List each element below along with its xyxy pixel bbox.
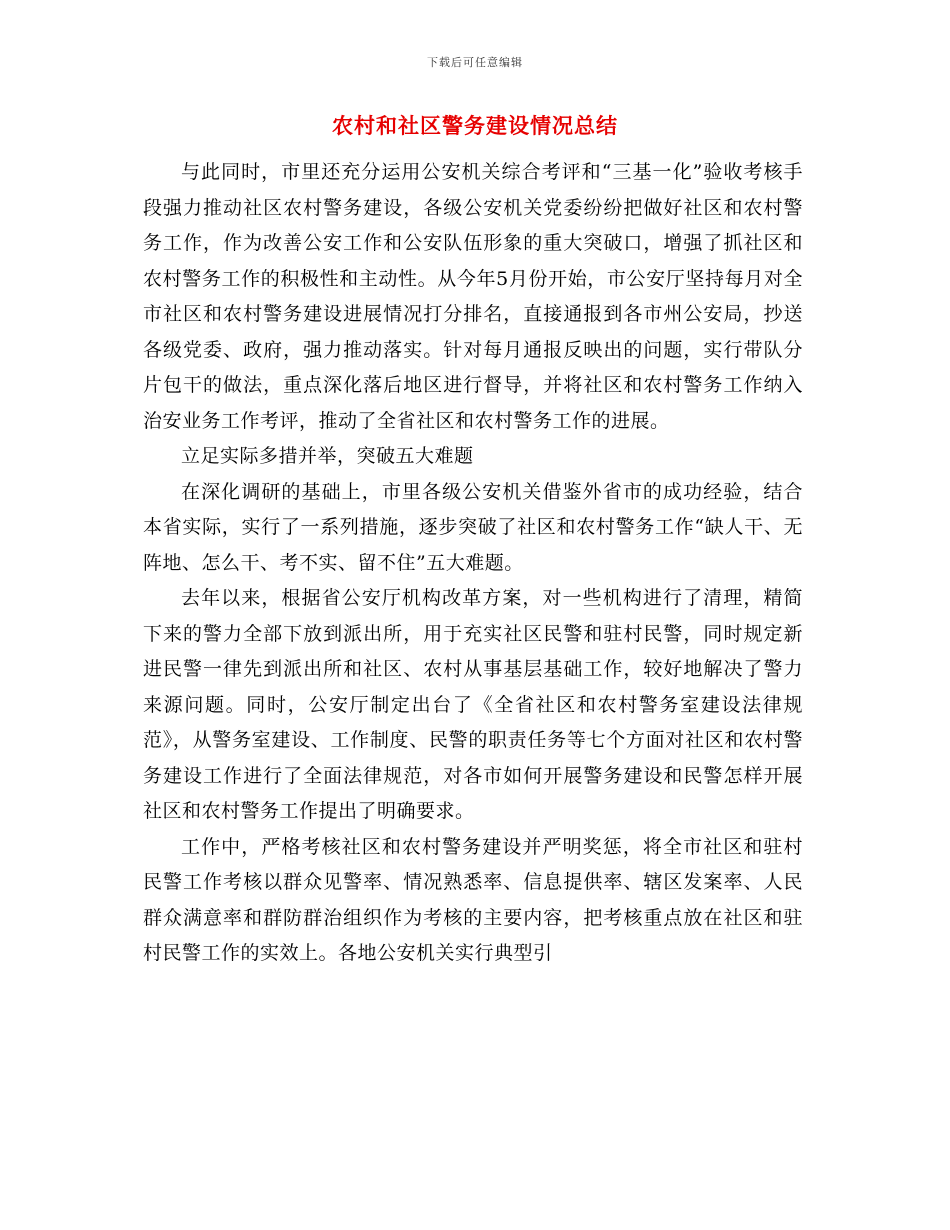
body-paragraph-3: 去年以来，根据省公安厅机构改革方案，对一些机构进行了清理，精简下来的警力全部下放到派出所，用于充实社区民警和驻村民警，同时规定新进民警一律先到派出所和社区、农村从事基层基础工作，较好地解决了警力来源问题。同时，公安厅制定出台了《全省社区和农村警务室建设法律规范》，从警务室建设、工作制度、民警的职责任务等七个方面对社区和农村警务建设工作进行了全面法律规范，对各市如何开展警务建设和民警怎样开展社区和农村警务工作提出了明确要求。 [143,587,803,822]
document-title: 农村和社区警务建设情况总结 [332,113,618,138]
document-body [143,155,803,972]
section-heading: 立足实际多措并举，突破五大难题 [181,445,474,467]
page-header-note: 下载后可任意编辑 [427,56,523,69]
body-paragraph-4: 工作中，严格考核社区和农村警务建设并严明奖惩，将全市社区和驻村民警工作考核以群众见警率、情况熟悉率、信息提供率、辖区发案率、人民群众满意率和群防群治组织作为考核的主要内容，把考核重点放在社区和驻村民警工作的实效上。各地公安机关实行典型引 [143,835,803,964]
body-paragraph-2: 在深化调研的基础上，市里各级公安机关借鉴外省市的成功经验，结合本省实际，实行了一系列措施，逐步突破了社区和农村警务工作“缺人干、无阵地、怎么干、考不实、留不住”五大难题。 [143,480,803,574]
body-paragraph-1: 与此同时，市里还充分运用公安机关综合考评和“三基一化”验收考核手段强力推动社区农村警务建设，各级公安机关党委纷纷把做好社区和农村警务工作，作为改善公安工作和公安队伍形象的重大突破口，增强了抓社区和农村警务工作的积极性和主动性。从今年5月份开始，市公安厅坚持每月对全市社区和农村警务建设进展情况打分排名，直接通报到各市州公安局，抄送各级党委、政府，强力推动落实。针对每月通报反映出的问题，实行带队分片包干的做法，重点深化落后地区进行督导，并将社区和农村警务工作纳入治安业务工作考评，推动了全省社区和农村警务工作的进展。 [143,161,803,432]
